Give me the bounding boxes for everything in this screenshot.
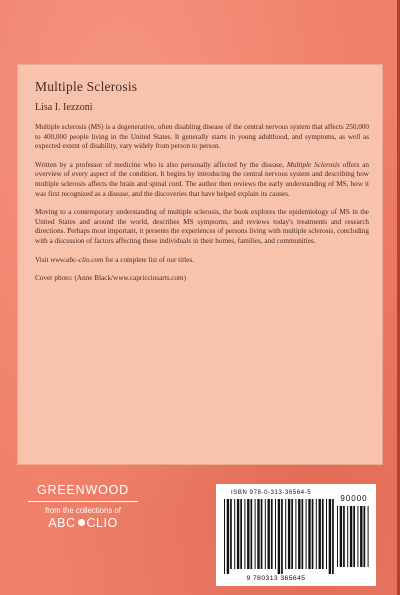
price-addon-barcode <box>337 506 371 572</box>
barcode-bar <box>291 499 293 569</box>
price-code: 90000 <box>340 494 368 503</box>
barcode-bar <box>278 499 280 574</box>
paragraph-2-body: offers an overview of every aspect of the condition. It begins by introducing the central nervous system and describing how multiple sclerosis affects the brain and spinal cord. The author then reviews the early understanding of MS, how it was first recognized as a disease, and the discoveries that have helped explain its causes. <box>35 160 369 198</box>
barcode-bar <box>357 506 358 567</box>
barcode-bar <box>302 499 304 569</box>
barcode-bar <box>347 506 348 567</box>
visit-line <box>35 256 369 266</box>
visit-prefix: Visit <box>35 255 51 264</box>
barcode-bar <box>288 499 290 569</box>
barcode-bar <box>275 499 276 569</box>
barcode-bar <box>285 499 286 569</box>
barcode-bar <box>240 499 242 569</box>
barcode-bar <box>247 499 249 569</box>
barcode-bar <box>237 499 239 569</box>
barcode-bar <box>298 499 300 569</box>
barcode-bar <box>343 506 345 567</box>
abc-clio-logo <box>28 516 138 530</box>
cover-photo-credit: Cover photo: (Anne Black/www.capricciosarts.com) <box>35 274 187 283</box>
barcode-bar <box>319 499 321 569</box>
barcode-bar <box>295 499 296 569</box>
publisher-name: GREENWOOD <box>28 483 138 502</box>
book-title: Multiple Sclerosis <box>35 79 138 94</box>
isbn-barcode <box>224 499 336 574</box>
barcode-bar <box>227 499 229 574</box>
barcode-bar <box>224 499 225 574</box>
barcode-bar <box>322 499 324 569</box>
visit-suffix: for a complete list of our titles. <box>103 255 194 264</box>
summary-paragraph-2 <box>35 161 369 199</box>
barcode-bar <box>329 499 331 574</box>
barcode-bar <box>234 499 235 569</box>
barcode-bar <box>255 499 256 569</box>
publisher-from-line: from the collections of <box>45 506 121 515</box>
barcode-bar <box>340 506 342 567</box>
ean-digits: 9 780313 365645 <box>246 575 306 582</box>
isbn-label: ISBN 978-0-313-36564-5 <box>231 490 312 496</box>
abc-text: ABC <box>48 516 76 530</box>
barcode-bar <box>360 506 362 567</box>
barcode-bar <box>230 499 232 569</box>
book-author: Lisa I. Iezzoni <box>35 102 93 113</box>
paragraph-2-book-title: Multiple Sclerosis <box>286 160 340 169</box>
clio-text: CLIO <box>86 516 118 530</box>
barcode-bar <box>265 499 266 569</box>
publisher-website: www.abc-clio.com <box>50 255 104 264</box>
description-panel <box>17 64 383 465</box>
barcode-bar <box>312 499 314 569</box>
barcode-box <box>216 484 376 586</box>
barcode-bar <box>308 499 310 569</box>
barcode-bar <box>306 499 307 569</box>
barcode-bar <box>326 499 327 569</box>
barcode-bar <box>368 506 369 567</box>
barcode-bar <box>244 499 245 569</box>
barcode-bar <box>364 506 366 567</box>
description-text <box>35 79 369 284</box>
barcode-bar <box>271 499 273 569</box>
barcode-bar <box>251 499 253 569</box>
barcode-bar <box>332 499 334 574</box>
barcode-bar <box>316 499 317 569</box>
logo-dot-icon <box>78 519 85 526</box>
barcode-bar <box>353 506 355 567</box>
paragraph-2-intro: Written by a professor of medicine who is also personally affected by the disease, <box>35 160 287 169</box>
barcode-bar <box>257 499 259 569</box>
barcode-bar <box>268 499 270 569</box>
barcode-bar <box>261 499 263 569</box>
barcode-bar <box>350 506 352 567</box>
barcode-bar <box>281 499 283 574</box>
publisher-logo <box>28 483 138 530</box>
barcode-bar <box>337 506 338 567</box>
summary-paragraph-3: Moving to a contemporary understanding of multiple sclerosis, the book explores the epidemiology of MS in the United States and around the world, describes MS symptoms, and reviews today's treatments and research directions. Perhaps most important, it presents the experiences of persons living with multiple sclerosis, concluding with a discussion of factors affecting these individuals in their homes, families, and communities. <box>35 208 369 245</box>
summary-paragraph-1: Multiple sclerosis (MS) is a degenerative, often disabling disease of the central nervous system that affects 250,000 to 400,000 people living in the United States. It generally starts in young adulthood, and symptoms, as well as expected extent of disability, vary widely from person to person. <box>35 123 369 151</box>
